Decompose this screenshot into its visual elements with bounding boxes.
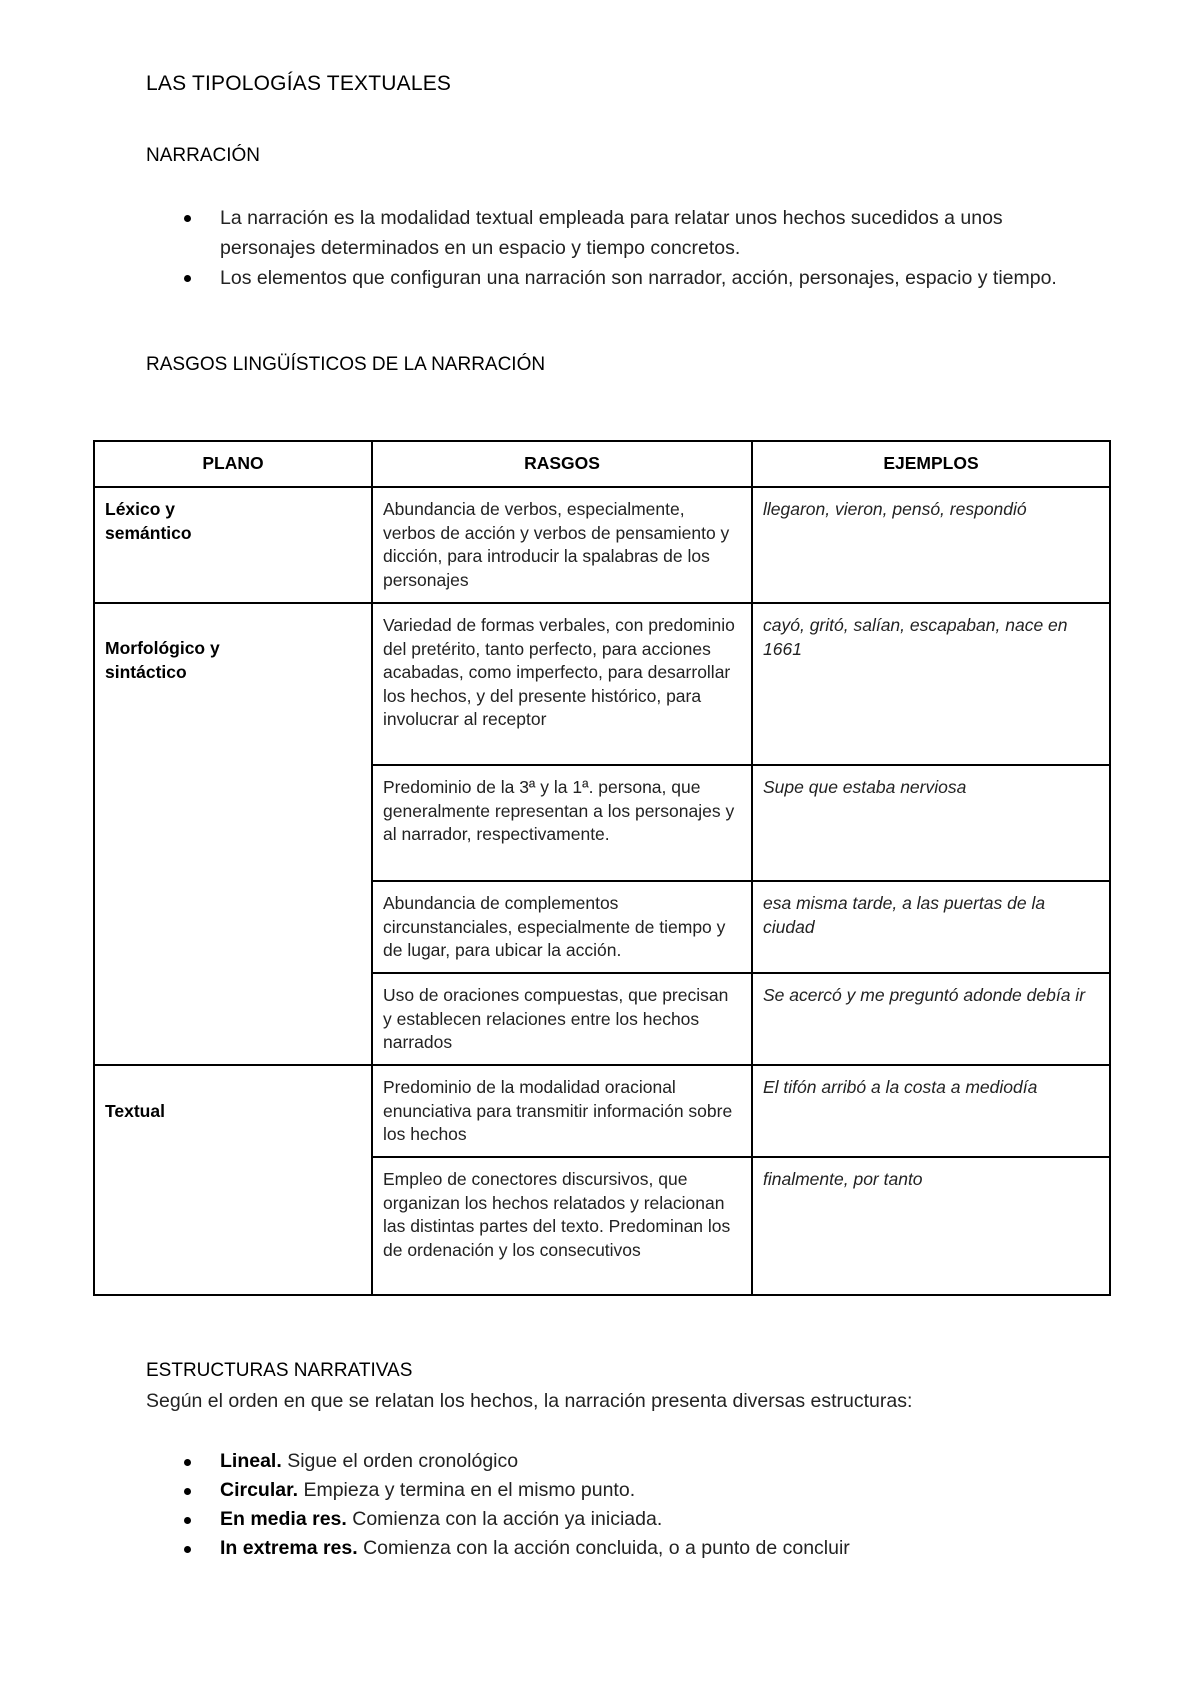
table-row [94,603,1110,765]
section-heading-estructuras: ESTRUCTURAS NARRATIVAS [146,1360,413,1381]
rasgo-cell: Variedad de formas verbales, con predominio del pretérito, tanto perfecto, para acciones acabadas, como imperfecto, para desarrollar los hechos, y del presente histórico, para involucrar al receptor [372,603,752,765]
rasgo-cell: Uso de oraciones compuestas, que precisan y establecen relaciones entre los hechos narrados [372,973,752,1065]
bullet-icon [184,1459,191,1466]
ejemplo-cell: El tifón arribó a la costa a mediodía [752,1065,1110,1157]
estructura-desc: Comienza con la acción concluida, o a punto de concluir [357,1537,850,1559]
document-title: LAS TIPOLOGÍAS TEXTUALES [146,72,452,95]
column-header-ejemplos: EJEMPLOS [752,441,1110,487]
narracion-bullet-list [146,203,1086,293]
bullet-icon [184,275,191,282]
bullet-icon [184,1488,191,1495]
ejemplo-cell: Se acercó y me preguntó adonde debía ir [752,973,1110,1065]
list-item-text: Los elementos que configuran una narración son narrador, acción, personajes, espacio y tiempo. [220,267,1057,289]
estructura-desc: Empieza y termina en el mismo punto. [298,1479,636,1501]
table-row [94,1065,1110,1157]
list-item [146,1505,1086,1534]
rasgo-cell: Empleo de conectores discursivos, que organizan los hechos relatados y relacionan las distintas partes del texto. Predominan los de ordenación y los consecutivos [372,1157,752,1295]
list-item-text: La narración es la modalidad textual empleada para relatar unos hechos sucedidos a unos personajes determinados en un espacio y tiempo concretos. [220,207,1003,259]
bullet-icon [184,1517,191,1524]
ejemplo-cell: llegaron, vieron, pensó, respondió [752,487,1110,603]
plano-label: Textual [105,1101,165,1121]
estructura-term: Lineal. [220,1450,282,1472]
column-header-rasgos: RASGOS [372,441,752,487]
estructura-desc: Sigue el orden cronológico [281,1450,519,1472]
estructuras-bullet-list [146,1447,1086,1563]
plano-label: Morfológico y sintáctico [105,638,220,682]
rasgo-cell: Predominio de la 3ª y la 1ª. persona, que generalmente representan a los personajes y al narrador, respectivamente. [372,765,752,881]
list-item [146,1534,1086,1563]
rasgo-cell: Abundancia de verbos, especialmente, verbos de acción y verbos de pensamiento y dicción, para introducir la spalabras de los personajes [372,487,752,603]
section-heading-narracion: NARRACIÓN [146,145,261,166]
section-heading-rasgos: RASGOS LINGÜÍSTICOS DE LA NARRACIÓN [146,354,546,375]
table-row [94,487,1110,603]
table-header-row [94,441,1110,487]
list-item [146,203,1086,263]
bullet-icon [184,215,191,222]
estructura-term: Circular. [220,1479,299,1501]
ejemplo-cell: esa misma tarde, a las puertas de la ciudad [752,881,1110,973]
rasgo-cell: Abundancia de complementos circunstanciales, especialmente de tiempo y de lugar, para ubicar la acción. [372,881,752,973]
list-item [146,1447,1086,1476]
estructura-term: In extrema res. [220,1537,358,1559]
list-item [146,1476,1086,1505]
ejemplo-cell: Supe que estaba nerviosa [752,765,1110,881]
plano-cell-morfologico [94,603,372,1065]
plano-cell-textual [94,1065,372,1295]
bullet-icon [184,1546,191,1553]
column-header-plano: PLANO [94,441,372,487]
list-item [146,263,1086,293]
plano-cell-lexico [94,487,372,603]
ejemplo-cell: finalmente, por tanto [752,1157,1110,1295]
estructuras-intro: Según el orden en que se relatan los hechos, la narración presenta diversas estructuras: [146,1390,913,1412]
estructura-term: En media res. [220,1508,347,1530]
estructura-desc: Comienza con la acción ya iniciada. [346,1508,663,1530]
rasgo-cell: Predominio de la modalidad oracional enunciativa para transmitir información sobre los hechos [372,1065,752,1157]
plano-label: Léxico y semántico [105,499,192,543]
rasgos-table [93,440,1111,1296]
ejemplo-cell: cayó, gritó, salían, escapaban, nace en 1661 [752,603,1110,765]
